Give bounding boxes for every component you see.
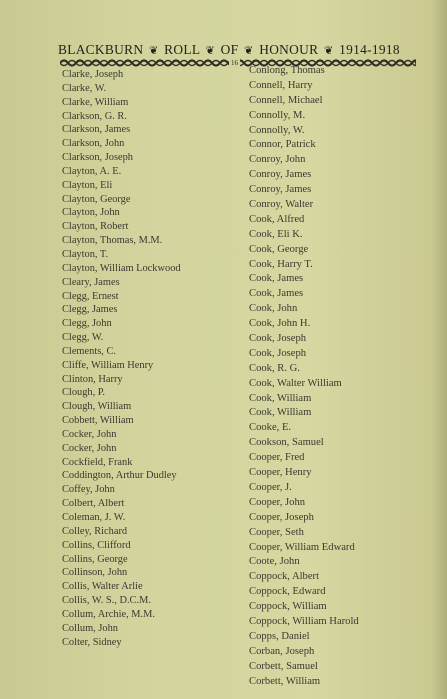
name-entry: Colbert, Albert [62,498,125,510]
name-entry: Collins, Clifford [62,539,131,551]
name-entry: Conroy, James [249,169,312,181]
name-entry: Clough, P. [62,387,106,399]
name-entry: Coffey, John [62,484,115,496]
name-entry: Cliffe, William Henry [62,359,154,371]
name-entry: Collis, W. S., D.C.M. [62,595,151,607]
name-entry: Clarke, W. [62,82,107,94]
name-entry: Conlong, Thomas [249,65,325,76]
name-entry: Conroy, John [249,154,306,166]
name-entry: Cooke, E. [249,422,292,434]
name-entry: Coddington, Arthur Dudley [62,470,177,482]
name-entry: Cook, James [249,273,304,285]
name-entry: Colley, Richard [62,525,128,537]
ornament-separator-icon: ❦ [244,45,254,57]
ornament-separator-icon: ❦ [205,45,215,57]
name-entry: Cook, Joseph [249,347,307,359]
name-entry: Clayton, Thomas, M.M. [62,235,163,247]
name-entry: Copps, Daniel [249,630,310,642]
name-entry: Cook, Harry T. [249,258,313,270]
name-entry: Clarke, Joseph [62,69,124,80]
name-entry: Coppock, Edward [249,586,326,598]
name-entry: Clegg, James [62,304,118,316]
name-entry: Cook, Eli K. [249,228,303,240]
name-entry: Colter, Sidney [62,636,122,648]
name-entry: Cooper, Seth [249,526,304,538]
ornament-separator-icon: ❦ [148,45,159,57]
name-entry: Connolly, M. [249,109,306,121]
name-entry: Clayton, John [62,207,120,219]
name-entry: Clements, C. [62,345,116,357]
name-entry: Clayton, A. E. [62,165,122,177]
name-entry: Conroy, James [249,184,312,196]
name-entry: Cook, John H. [249,318,311,330]
names-column-left [62,68,181,649]
name-entry: Cook, John [249,303,298,315]
name-entry: Cook, Walter William [249,377,342,389]
name-entry: Cobbett, William [62,415,134,427]
page-number: 16 [231,59,238,67]
header-word-roll: ROLL [164,42,200,57]
name-entry: Clayton, William Lockwood [62,262,181,274]
name-entry: Clarkson, Joseph [62,152,133,164]
name-entry: Clegg, W. [62,332,104,344]
name-entry: Cookson, Samuel [249,437,324,449]
name-entry: Cook, William [249,407,312,419]
name-entry: Corban, Joseph [249,645,315,657]
name-entry: Coleman, J. W. [62,512,126,523]
name-entry: Conroy, Walter [249,199,314,211]
name-entry: Coppock, Albert [249,571,320,583]
name-entry: Coppock, William [249,601,327,613]
name-entry: Cook, Joseph [249,333,307,345]
name-entry: Clough, William [62,401,132,413]
name-entry: Cleary, James [62,276,120,288]
page-edge-shadow [431,0,447,699]
name-entry: Cooper, J. [249,481,292,493]
header-years: 1914-1918 [339,42,400,57]
name-entry: Cocker, John [62,428,117,440]
name-entry: Clarke, William [62,96,129,108]
name-entry: Collum, Archie, M.M. [62,608,155,620]
name-entry: Connolly, W. [249,124,305,136]
name-entry: Coote, John [249,556,300,568]
name-entry: Cook, Alfred [249,213,305,225]
name-entry: Cooper, Fred [249,452,305,464]
name-entry: Cook, R. G. [249,362,300,374]
name-entry: Corbett, Samuel [249,660,318,672]
name-entry: Cooper, Henry [249,467,312,479]
name-entry: Clegg, Ernest [62,290,119,302]
name-entry: Cook, William [249,392,312,404]
name-entry: Cocker, John [62,442,117,454]
name-entry: Clayton, George [62,193,131,205]
name-entry: Cooper, William Edward [249,541,355,553]
name-entry: Clayton, Eli [62,179,113,191]
header-word-honour: HONOUR [259,42,319,57]
name-entry: Clarkson, James [62,124,131,136]
page-header [58,42,418,58]
name-entry: Cooper, Joseph [249,511,314,523]
name-entry: Cook, James [249,288,304,300]
names-column-right [249,64,359,689]
name-entry: Collis, Walter Arlie [62,581,143,593]
header-word-blackburn: BLACKBURN [58,42,144,57]
name-entry: Collinson, John [62,567,128,579]
name-entry: Clayton, T. [62,248,109,260]
ornament-separator-icon: ❦ [323,45,334,57]
name-entry: Collum, John [62,622,119,634]
name-entry: Clarkson, G. R. [62,110,127,122]
name-entry: Cooper, John [249,496,306,508]
name-entry: Connell, Michael [249,94,323,106]
header-word-of: OF [220,42,239,57]
name-entry: Clarkson, John [62,138,125,150]
name-entry: Clegg, John [62,318,112,330]
name-entry: Connor, Patrick [249,139,316,151]
name-entry: Coppock, William Harold [249,615,359,627]
name-entry: Collins, George [62,553,128,565]
name-entry: Cockfield, Frank [62,456,133,468]
name-entry: Clayton, Robert [62,221,129,233]
name-entry: Connell, Harry [249,79,313,91]
name-entry: Corbett, William [249,675,321,687]
name-entry: Cook, George [249,243,309,255]
name-entry: Clinton, Harry [62,373,123,385]
